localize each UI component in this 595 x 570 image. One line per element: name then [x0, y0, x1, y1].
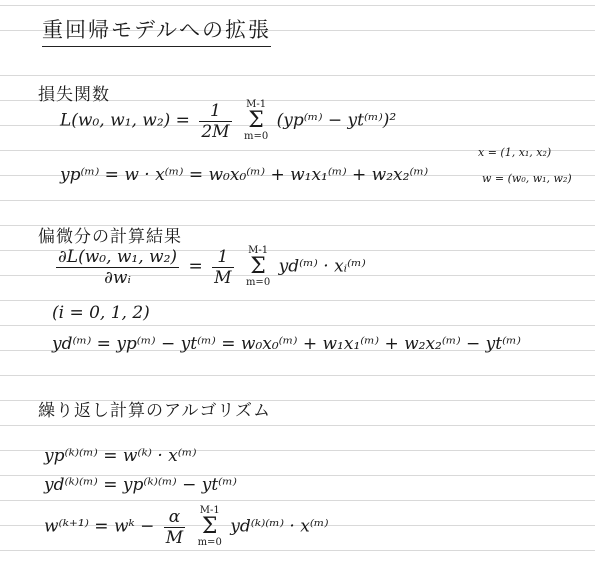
yp-definition: yp⁽ᵐ⁾ = w · x⁽ᵐ⁾ = w₀x₀⁽ᵐ⁾ + w₁x₁⁽ᵐ⁾ + w₂x₂⁽ᵐ⁾ — [60, 165, 429, 185]
sum-upper: M-1 — [199, 505, 220, 516]
algo-w-update — [44, 506, 329, 548]
loss-frac-num: 1 — [199, 101, 231, 122]
loss-lhs: L(w₀, w₁, w₂) = — [60, 110, 190, 131]
loss-frac-den: 2M — [201, 121, 230, 142]
partial-scale-den: M — [214, 267, 232, 288]
index-range: (i = 0, 1, 2) — [52, 303, 150, 323]
loss-body: (yp⁽ᵐ⁾ − yt⁽ᵐ⁾)² — [276, 110, 397, 131]
algo-yp-equation: yp⁽ᵏ⁾⁽ᵐ⁾ = w⁽ᵏ⁾ · x⁽ᵐ⁾ — [44, 446, 197, 466]
loss-equation — [60, 100, 396, 142]
learning-rate-den: M — [165, 527, 184, 548]
partial-scale-fraction — [212, 247, 233, 288]
learning-rate-num: α — [164, 507, 185, 528]
sum-upper: M-1 — [246, 99, 267, 110]
partial-derivative-fraction — [56, 247, 179, 288]
section-heading-algorithm: 繰り返し計算のアルゴリズム — [38, 401, 271, 421]
sum-operator: M-1 Σ m=0 — [245, 245, 271, 288]
page-title: 重回帰モデルへの拡張 — [42, 14, 271, 47]
loss-fraction — [199, 101, 231, 142]
sum-operator: M-1 Σ m=0 — [197, 505, 222, 548]
learning-rate-fraction — [164, 507, 185, 548]
partial-body: yd⁽ᵐ⁾ · xᵢ⁽ᵐ⁾ — [278, 256, 366, 277]
section-heading-partial: 偏微分の計算結果 — [38, 227, 182, 247]
sum-lower: m=0 — [245, 277, 271, 288]
partial-equation — [52, 246, 366, 288]
sum-operator: M-1 Σ m=0 — [243, 99, 269, 142]
partial-denominator: ∂wᵢ — [104, 267, 131, 288]
partial-numerator: ∂L(w₀, w₁, w₂) — [58, 246, 178, 267]
yd-definition: yd⁽ᵐ⁾ = yp⁽ᵐ⁾ − yt⁽ᵐ⁾ = w₀x₀⁽ᵐ⁾ + w₁x₁⁽ᵐ⁾ + w₂x₂⁽ᵐ⁾ − yt⁽ᵐ⁾ — [52, 334, 521, 354]
w-update-body: yd⁽ᵏ⁾⁽ᵐ⁾ · x⁽ᵐ⁾ — [230, 516, 329, 537]
section-heading-loss: 損失関数 — [38, 85, 110, 105]
sum-lower: m=0 — [197, 537, 222, 548]
w-vector-note: w = (w₀, w₁, w₂) — [482, 172, 572, 185]
algo-yd-equation: yd⁽ᵏ⁾⁽ᵐ⁾ = yp⁽ᵏ⁾⁽ᵐ⁾ − yt⁽ᵐ⁾ — [44, 475, 237, 495]
w-update-lhs: w⁽ᵏ⁺¹⁾ = wᵏ − — [44, 516, 155, 537]
partial-scale-num: 1 — [212, 247, 233, 268]
sum-upper: M-1 — [248, 245, 269, 256]
partial-equals: = — [188, 256, 203, 277]
sum-lower: m=0 — [243, 131, 269, 142]
x-vector-note: x = (1, x₁, x₂) — [478, 146, 552, 159]
